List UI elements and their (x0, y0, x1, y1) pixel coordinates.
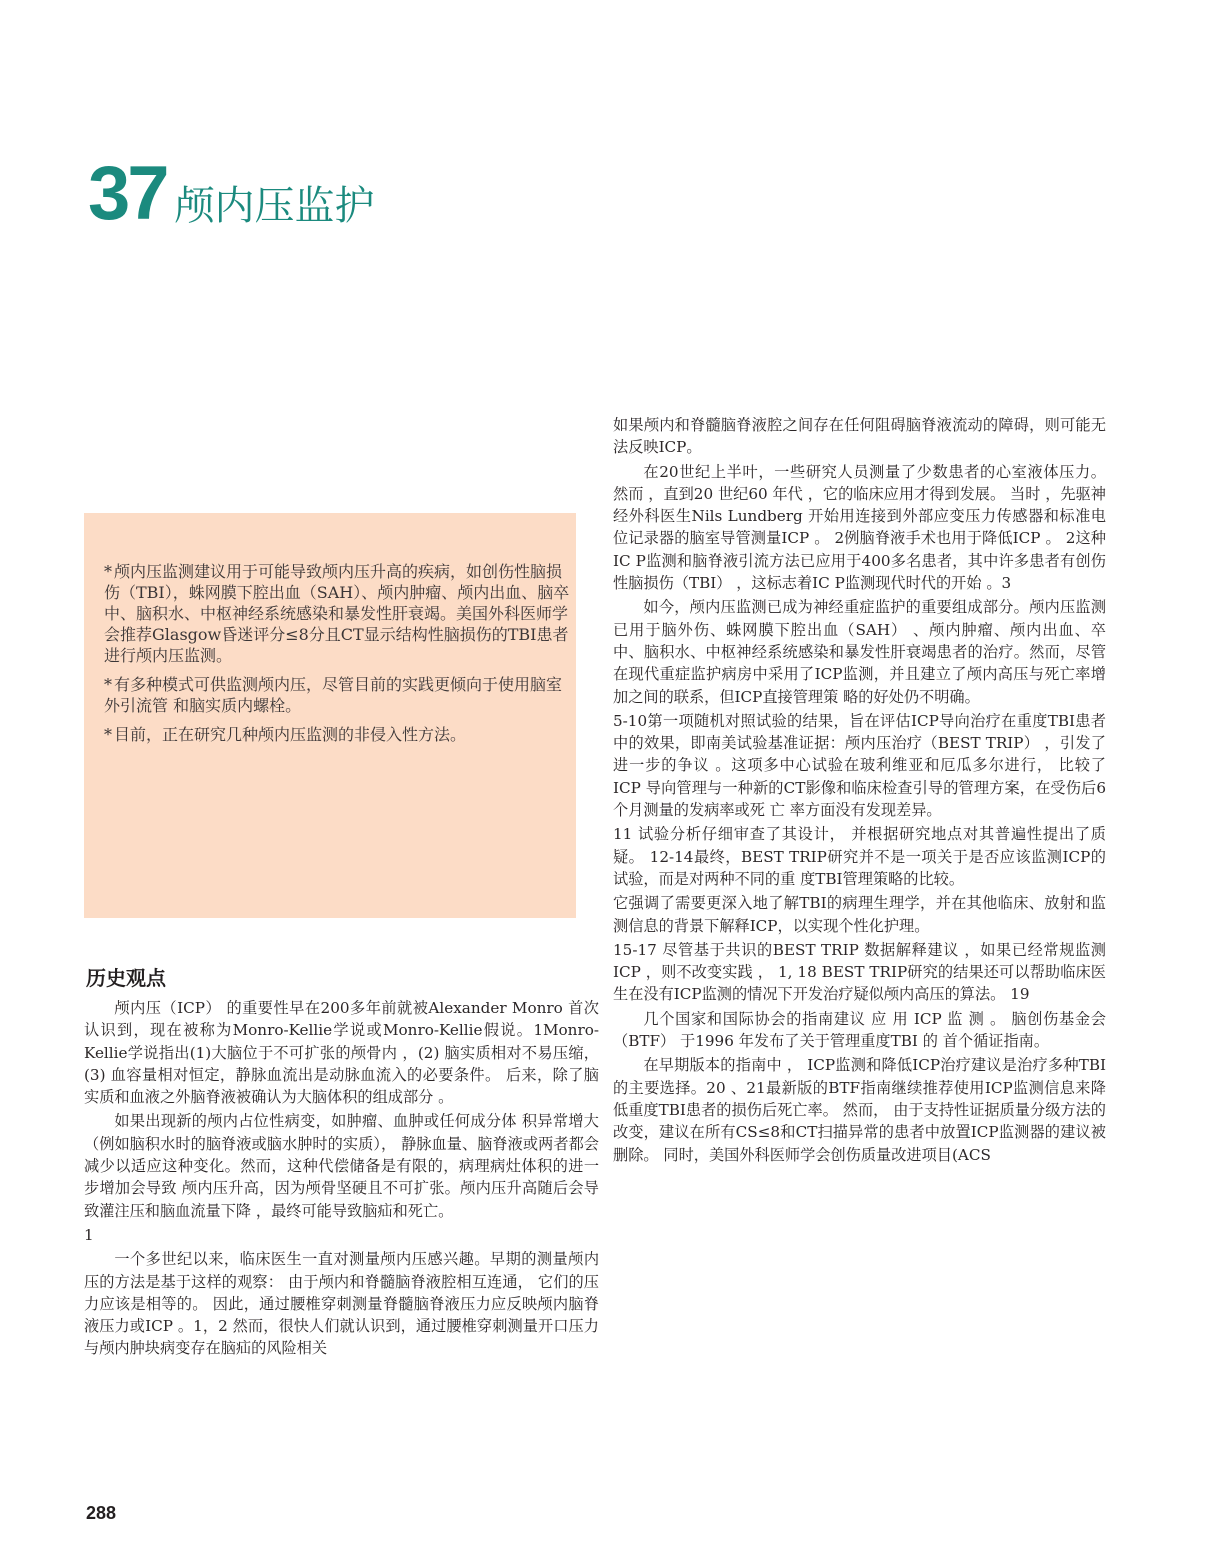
section-heading: 历史观点 (86, 966, 166, 990)
page-number: 288 (86, 1503, 117, 1523)
paragraph: 如果颅内和脊髓脑脊液腔之间存在任何阻碍脑脊液流动的障碍，则可能无法反映ICP。 (613, 416, 1106, 457)
key-points-box (84, 513, 576, 918)
chapter-number: 37 (88, 151, 167, 236)
key-point-text: 有多种模式可供监测颅内压，尽管目前的实践更倾向于使用脑室外引流管 和脑实质内螺栓。 (104, 675, 563, 715)
paragraph: 它强调了需要更深入地了解TBI的病理生理学，并在其他临床、放射和监测信息的背景下解释ICP，以实现个性化护理。 (613, 894, 1106, 935)
key-point (104, 674, 572, 716)
paragraph: 几个国家和国际协会的指南建议 应 用 ICP 监 测 。 脑创伤基金会（BTF） 于1996 年发布了关于管理重度TBI 的 首个循证指南。 (613, 1009, 1106, 1051)
paragraph: 11 试验分析仔细审查了其设计， 并根据研究地点对其普遍性提出了质疑。 12-14最终，BEST TRIP研究并不是一项关于是否应该监测ICP的试验，而是对两种不同的重 度TBI管理策略的比较。 (613, 825, 1106, 888)
paragraph: 颅内压（ICP） 的重要性早在200多年前就被Alexander Monro 首次认识到，现在被称为Monro-Kellie学说或Monro-Kellie假说。1Monro-Kellie学说指出(1)大脑位于不可扩张的颅骨内 ，(2) 脑实质相对不易压缩，(3) 血容量相对恒定，静脉血流出是动脉血流入的必要条件。 后来，除了脑实质和血液之外脑脊液被确认为大脑体积的组成部分 。 (84, 999, 599, 1107)
key-point-text: 目前，正在研究几种颅内压监测的非侵入性方法。 (114, 725, 467, 744)
chapter-title: 颅内压监护 (174, 183, 375, 229)
paragraph: 15-17 尽管基于共识的BEST TRIP 数据解释建议 ，如果已经常规监测ICP ，则不改变实践 ， 1, 18 BEST TRIP研究的结果还可以帮助临床医生在没有ICP监测的情况下开发治疗疑似颅内高压的算法。 19 (613, 940, 1106, 1004)
citation-number: 1 (84, 1225, 94, 1244)
right-column (613, 414, 1106, 1168)
key-point (104, 561, 572, 666)
paragraph: 如今，颅内压监测已成为神经重症监护的重要组成部分。颅内压监测已用于脑外伤、蛛网膜下腔出血（SAH） 、颅内肿瘤、颅内出血、卒中、脑积水、中枢神经系统感染和暴发性肝衰竭患者的治疗。然而，尽管在现代重症监护病房中采用了ICP监测，并且建立了颅内高压与死亡率增加之间的联系，但ICP直接管理策 略的好处仍不明确。 (613, 598, 1106, 706)
key-point (104, 724, 572, 745)
bullet-icon: * (104, 725, 112, 744)
bullet-icon: * (104, 562, 112, 581)
paragraph: 一个多世纪以来，临床医生一直对测量颅内压感兴趣。早期的测量颅内压的方法是基于这样的观察： 由于颅内和脊髓脑脊液腔相互连通， 它们的压力应该是相等的。 因此，通过腰椎穿刺测量脊髓脑脊液压力应反映颅内脑脊液压力或ICP 。1，2 然而，很快人们就认识到，通过腰椎穿刺测量开口压力与颅内肿块病变存在脑疝的风险相关 (84, 1250, 599, 1358)
key-point-text: 颅内压监测建议用于可能导致颅内压升高的疾病，如创伤性脑损伤（TBI），蛛网膜下腔出血（SAH）、颅内肿瘤、颅内出血、脑卒中、脑积水、中枢神经系统感染和暴发性肝衰竭。美国外科医师学会推荐Glasgow昏迷评分≤8分且CT显示结构性脑损伤的TBI患者进行颅内压监测。 (104, 562, 570, 665)
paragraph: 在早期版本的指南中 ， ICP监测和降低ICP治疗建议是治疗多种TBI的主要选择。20 、21最新版的BTF指南继续推荐使用ICP监测信息来降低重度TBI患者的损伤后死亡率。 然而， 由于支持性证据质量分级方法的改变，建议在所有CS≤8和CT扫描异常的患者中放置ICP监测器的建议被删除。 同时，美国外科医师学会创伤质量改进项目(ACS (613, 1056, 1106, 1164)
paragraph: 如果出现新的颅内占位性病变，如肿瘤、血肿或任何成分体 积异常增大（例如脑积水时的脑脊液或脑水肿时的实质）， 静脉血量、脑脊液或两者都会减少以适应这种变化。然而，这种代偿储备是有限的，病理病灶体积的进一步增加会导致 颅内压升高，因为颅骨坚硬且不可扩张。颅内压升高随后会导致灌注压和脑血流量下降 ，最终可能导致脑疝和死亡。 (84, 1112, 599, 1220)
left-column (84, 997, 599, 1362)
chapter-header (88, 150, 375, 237)
paragraph: 在20世纪上半叶，一些研究人员测量了少数患者的心室液体压力。 然而 ，直到20 世纪60 年代 ，它的临床应用才得到发展。 当时 ，先驱神经外科医生Nils Lundberg 开始用连接到外部应变压力传感器和标准电 位记录器的脑室导管测量ICP 。 2例脑脊液手术也用于降低ICP 。 2这种IC P监测和脑脊液引流方法已应用于400多名患者，其中许多患者有创伤性脑损伤（TBI） ，这标志着IC P监测现代时代的开始 。3 (613, 462, 1106, 593)
paragraph: 5-10第一项随机对照试验的结果，旨在评估ICP导向治疗在重度TBI患者中的效果，即南美试验基准证据：颅内压治疗（BEST TRIP） ，引发了进一步的争议 。这项多中心试验在玻利维亚和厄瓜多尔进行， 比较了ICP 导向管理与一种新的CT影像和临床检查引导的管理方案，在受伤后6个月测量的发病率或死 亡 率方面没有发现差异。 (613, 711, 1106, 820)
bullet-icon: * (104, 675, 112, 694)
